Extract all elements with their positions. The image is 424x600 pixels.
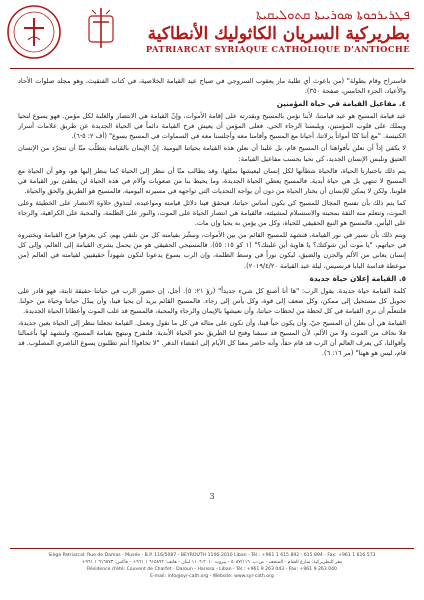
footer-address-fr: Siège Patriarcal: Rue de Damas - Musée - B.P. 116/5087 - BEYROUTH 1106-2010 Liban - Tél.: +961 1 615 892 - 615 894 - Fax: +961 1 616 573 [48,553,376,558]
letterhead [110,8,410,55]
footer-summer-residence: Résidence d'été: Couvent de Charfet - Daroun - Harissa - Liban - Tél.: +961 9 263 043 - Fax: +961 9 263 040 [87,567,337,572]
footer-divider [10,548,414,549]
paragraph-7: كلمة القيامة حياة جديدة. يقول الرب: "ها أنا أصنع كل شيء جديداً" (رؤ ٢١: ٥). أجل، إن حضور الرب في حياتنا حقيقة ثابتة، فهو قادر على تحويل كل مستحيل إلى ممكن، وكل ضعف إلى قوة، وكل يأس إلى رجاء. فالمسيح القائم يريد أن يحيا فينا، وأن يبدّل حياتنا وحياة من حولنا. فلنتعلّم أن نرى القيامة في كل لحظة من لحظات حياتنا، وأن نعيشها بالإيمان والرجاء والمحبة، فالمسيح قد غلب الموت وأعطانا الحياة الجديدة. [18,286,406,315]
footer-address-ar: مقر البطريركية: شارع الشام - المتحف - ص.ب. ٥٠٨٧/١١٦ - بيروت ٢٠١٠-١١٠٦ لبنان - هاتف: ٦١٥٨٩٢ ١ ٩٦١+ - فاكس: ٦١٦٥٧٣ ١ ٩٦١+ [81,560,343,565]
footer-contact: E-mail: info@syr-cath.org - Website: www.syr-cath.org [150,574,274,579]
paragraph-4: يتم ذلك باختبارنا الحياة، فالحياة شطآنها لكل إنسان ليعيشها بملئها، وقد يطالب منّا أن ننظر إلى الحياة كما ينظر إليها هو، وهو أن الحياة مع المسيح لا تنتهي بل هي حياة أبدية. فالمسيح يعطي الحياة الجديدة، وما يحيط بنا من صعوبات وآلام في هذه الحياة لن يطفئ نور القيامة في قلوبنا. ولكن لا يمكن للإنسان أن يختار الحياة من دون أن يواجه التحديات التي تواجهه في مسيرته اليومية، فالمسيح هو الطريق والحق والحياة. [18,166,406,195]
page-number: 3 [209,492,215,501]
section-heading-4: ٤. مفاعيل القيامة في حياة المؤمنين [276,99,406,109]
paragraph-8: القيامة هي أن نعلن أن المسيح حيّ، وأن يكون حياً فينا، وأن نكون على مثاله في كل ما نقول ونعمل. القيامة تجعلنا ننظر إلى الحياة بعين جديدة، فلا نخاف من الموت ولا من الألم، لأن المسيح قد سبقنا وفتح لنا الطريق نحو الحياة الأبدية. فلنفرح ونبتهج بقيامة المسيح، ولنشهد لها بأعمالنا وأقوالنا، كي يعرف العالم أن الرب قد قام حقاً، وأنه حاضر معنا كل الأيام إلى انقضاء الدهر. "لا تخافوا! أنتم تطلبون يسوع الناصري المصلوب. قد قام، ليس هو ههنا" (مر ١٦: ٦). [18,318,406,358]
paragraph-5: كما يتم ذلك بأن نفسح المجال للمسيح كي يكون أساس حياتنا، فيحقق فينا دلائل قيامته ومواعيده، لنتذوق حلاوة الانتصار على الخطيئة وعلى الموت، ونتعلم منه الثقة بمحبته والاستسلام لمشيئته، فالقيامة هي انتصار الحياة على الموت، والنور على الظلمة، والمحبة على الكراهية، والرجاء على اليأس. فالمسيح هو النبع الحقيقي للحياة، وكل من يؤمن به يحيا وإن مات. [18,198,406,228]
letterhead-arabic: بطريركية السريان الكاثوليك الأنطاكية [147,24,410,44]
letterhead-latin: PATRIARCAT SYRIAQUE CATHOLIQUE D'ANTIOCHE [145,44,410,54]
letterhead-syriac: ܦܛܪܝܪܟܘܬܐ ܣܘܪܝܝܬܐ ܩܬܘܠܝܩܝܬܐ [255,8,410,23]
paragraph-3: لا يكفي إذاً أن نعلن بأفواهنا أن المسيح قام، بل علينا أن نعلن هذه القيامة بحياتنا اليومية. إنّ الإيمان بالقيامة يتطلّب منّا أن نتجرّد من الإنسان العتيق ونلبس الإنسان الجديد، كي نحيا بحسب مفاعيل القيامة: [18,144,406,163]
paragraph-6: ويتم ذلك بأن نسير في نور القيامة، فنشهد للمسيح القائم من بين الأموات، ونبشّر بقيامته كل من نلتقي بهم، كي يعرفوا فرح القيامة ويختبروه في حياتهم، "يا موت أين شوكتك؟ يا هاوية أين غلبتك؟" (١ كو ١٥: ٥٥). فالمسيحي الحقيقي هو من يحمل بشرى القيامة إلى العالم، وإلى كل إنسان يعاني من الألم والحزن والضيق، ليكون نوراً في وسط الظلمة، وإن الرب يسوع يدعونا لنكون شهوداً حقيقيين لقيامته في العالم (من موعظة قداسة البابا فرنسيس، ليلة عيد القيامة ٢٠١٩/٤/٢٠). [18,231,406,270]
body-text [18,76,406,486]
header-divider [10,68,414,69]
paragraph-1: فاستراح وقام بطولة" (من باعوث أي طلبة مار يعقوب السروجي في صباح عيد القيامة الخلاصية، في كتاب الفنقيث، وهو مجلد صلوات الأحاد والأعياد، الجزء الخامس، صفحة ٣٥٠). [18,77,406,96]
section-heading-5: ٥. القيامة إعلان حياة جديدة [309,273,406,283]
paragraph-2: عيد قيامة المسيح هو عيد قيامتنا، لأننا نؤمن بالمسيح وبقدرته على إقامة الأموات، وإنّ القيامة هي الانتصار والغلبة لكل مؤمن. فهو يسوع لنحيا ويملك على قلوب المؤمنين، ويلبسنا الرجاء الحي. فعلى المؤمن أن يعيش فرح القيامة دائماً في الحياة الجديدة عن طريق علامات أسرار الكنيسة. "مع أننا كنّا أمواتاً بزلاتنا، أحيانا مع المسيح وأقامنا معه وأجلسنا معه في السماوات في المسيح يسوع" (أف ٢: ٥-٦). [18,112,406,141]
patriarchal-seal-icon [6,4,62,60]
